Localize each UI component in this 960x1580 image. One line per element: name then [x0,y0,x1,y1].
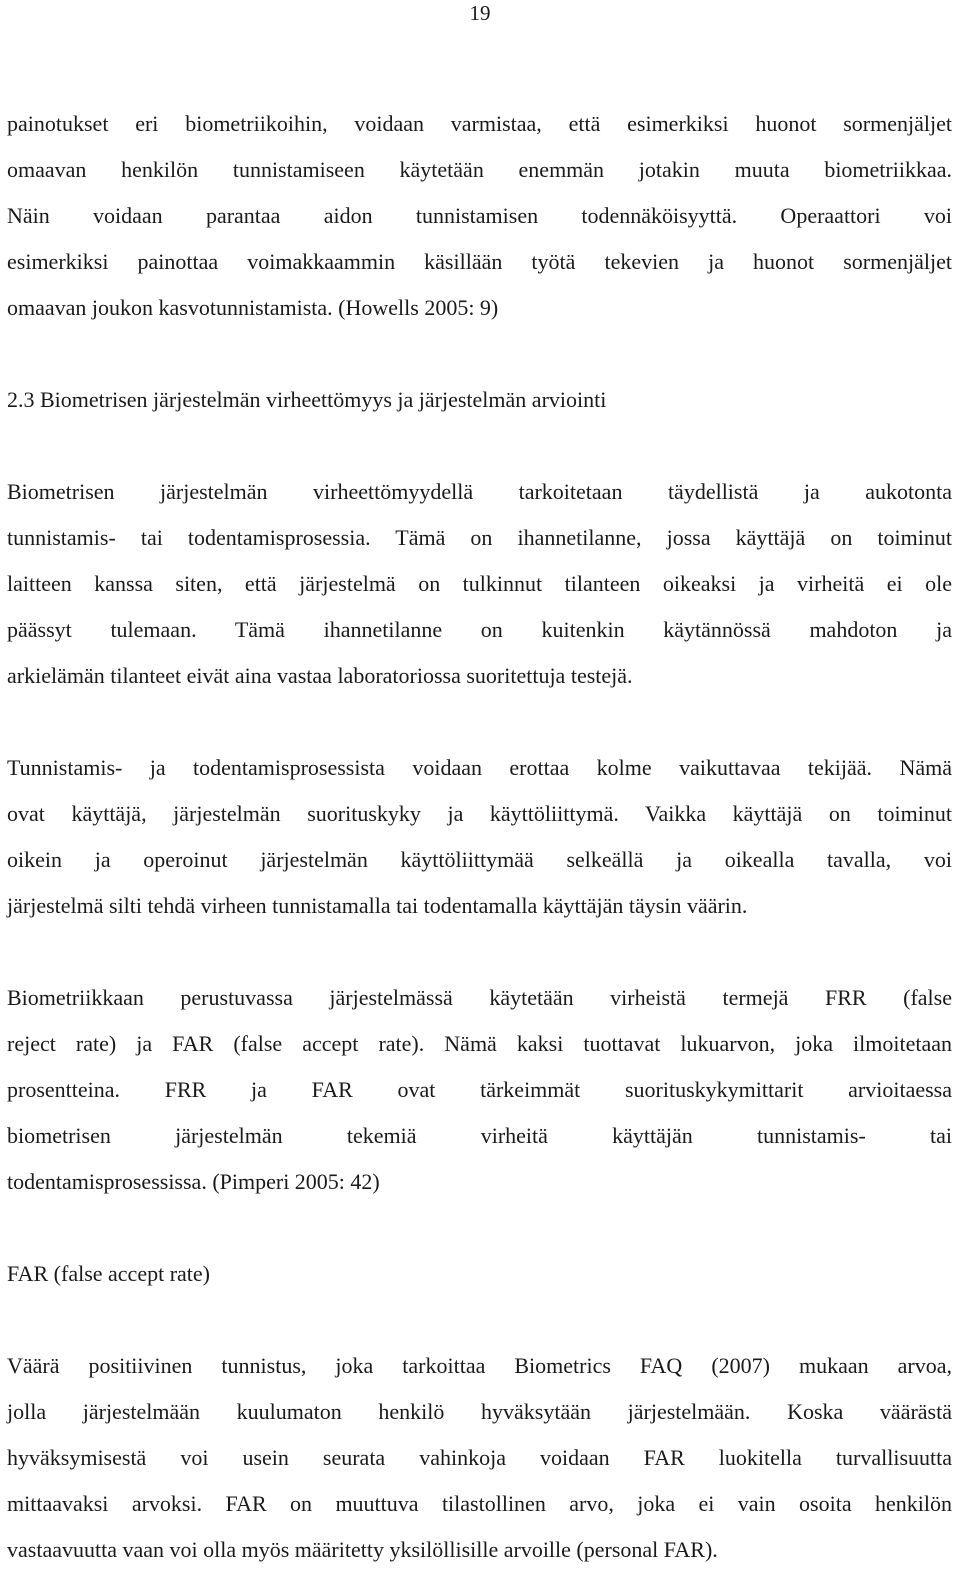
paragraph-factors [7,745,952,929]
text-line: vastaavuutta vaan voi olla myös määritetty yksilöllisille arvoille (personal FAR). [7,1537,718,1562]
text-line: biometrisen järjestelmän tekemiä virheitä käyttäjän tunnistamis- tai [7,1123,952,1148]
heading-text: 2.3 Biometrisen järjestelmän virheettömyys ja järjestelmän arviointi [7,387,607,412]
text-line: reject rate) ja FAR (false accept rate). Nämä kaksi tuottavat lukuarvon, joka ilmoitetaan [7,1031,952,1056]
paragraph-weighting [7,101,952,331]
paragraph-far-definition [7,1343,952,1573]
text-line: todentamisprosessissa. (Pimperi 2005: 42) [7,1169,380,1194]
text-line: omaavan joukon kasvotunnistamista. (Howells 2005: 9) [7,295,499,320]
text-line: laitteen kanssa siten, että järjestelmä on tulkinnut tilanteen oikeaksi ja virheitä ei ole [7,571,952,596]
text-line: Väärä positiivinen tunnistus, joka tarkoittaa Biometrics FAQ (2007) mukaan arvoa, [7,1353,952,1378]
text-line: Tunnistamis- ja todentamisprosessista voidaan erottaa kolme vaikuttavaa tekijää. Nämä [7,755,952,780]
section-heading-2-3 [7,377,952,423]
text-line: oikein ja operoinut järjestelmän käyttöliittymää selkeällä ja oikealla tavalla, voi [7,847,952,872]
text-line: järjestelmä silti tehdä virheen tunnistamalla tai todentamalla käyttäjän täysin väärin. [7,893,748,918]
text-line: hyväksymisestä voi usein seurata vahinkoja voidaan FAR luokitella turvallisuutta [7,1445,952,1470]
text-line: Näin voidaan parantaa aidon tunnistamisen todennäköisyyttä. Operaattori voi [7,203,952,228]
document-body [7,101,952,1573]
text-line: päässyt tulemaan. Tämä ihannetilanne on kuitenkin käytännössä mahdoton ja [7,617,952,642]
text-line: mittaavaksi arvoksi. FAR on muuttuva tilastollinen arvo, joka ei vain osoita henkilön [7,1491,952,1516]
paragraph-accuracy [7,469,952,699]
text-line: arkielämän tilanteet eivät aina vastaa laboratoriossa suoritettuja testejä. [7,663,633,688]
text-line: Biometrisen järjestelmän virheettömyydellä tarkoitetaan täydellistä ja aukotonta [7,479,952,504]
text-line: esimerkiksi painottaa voimakkaammin käsillään työtä tekevien ja huonot sormenjäljet [7,249,952,274]
text-line: ovat käyttäjä, järjestelmän suorituskyky ja käyttöliittymä. Vaikka käyttäjä on toiminut [7,801,952,826]
text-line: jolla järjestelmään kuulumaton henkilö hyväksytään järjestelmään. Koska väärästä [7,1399,952,1424]
text-line: painotukset eri biometriikoihin, voidaan varmistaa, että esimerkiksi huonot sormenjäljet [7,111,952,136]
page-number: 19 [469,1,491,25]
text-line: tunnistamis- tai todentamisprosessia. Tämä on ihannetilanne, jossa käyttäjä on toiminut [7,525,952,550]
text-line: Biometriikkaan perustuvassa järjestelmässä käytetään virheistä termejä FRR (false [7,985,952,1010]
heading-text: FAR (false accept rate) [7,1261,210,1286]
paragraph-frr-far [7,975,952,1205]
subheading-far [7,1251,952,1297]
text-line: prosentteina. FRR ja FAR ovat tärkeimmät suorituskykymittarit arvioitaessa [7,1077,952,1102]
text-line: omaavan henkilön tunnistamiseen käytetään enemmän jotakin muuta biometriikkaa. [7,157,952,182]
